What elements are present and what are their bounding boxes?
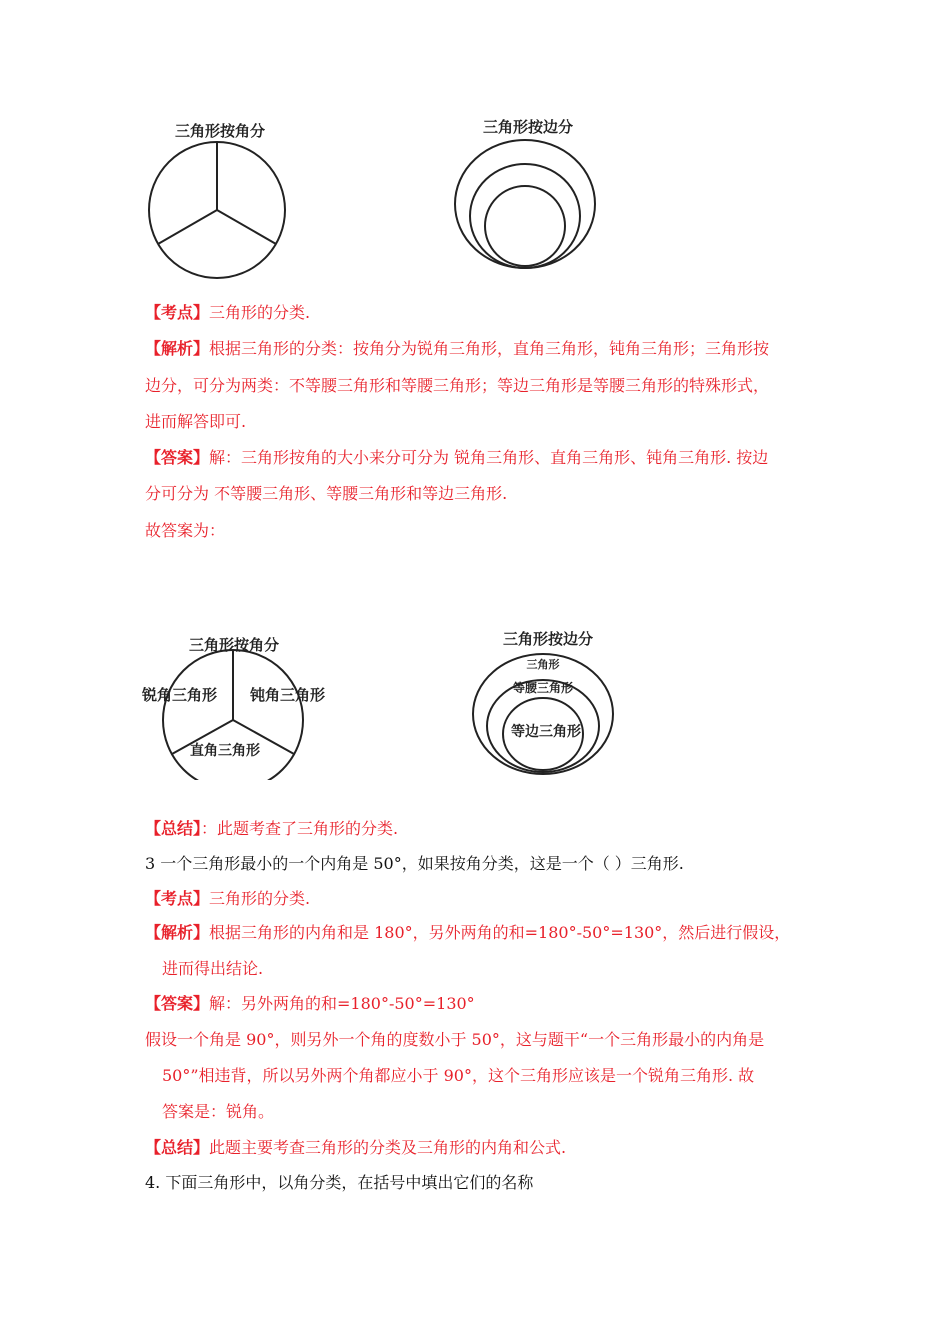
q3-question: 3 一个三角形最小的一个内角是 50°，如果按角分类，这是一个（ ）三角形.: [145, 854, 684, 873]
label-equilateral: 等边三角形: [511, 724, 581, 740]
q2-therefore: 故答案为：: [145, 521, 226, 540]
q2-daan-line1: 【答案】解：三角形按角的大小来分可分为 锐角三角形、直角三角形、钝角三角形. 按边: [145, 448, 769, 467]
figure-side-answer: [468, 626, 628, 780]
figure-title: 三角形按边分: [482, 118, 574, 136]
q3-kaodian: 【考点】三角形的分类.: [145, 889, 311, 908]
q3-zongjie: 【总结】此题主要考查三角形的分类及三角形的内角和公式.: [145, 1138, 567, 1157]
q3-daan-line4: 答案是：锐角。: [162, 1102, 275, 1121]
figure-title: 三角形按边分: [502, 630, 594, 648]
figure-title: 三角形按角分: [188, 636, 280, 654]
q2-kaodian: 【考点】三角形的分类.: [145, 303, 311, 322]
q4-question: 4. 下面三角形中，以角分类，在括号中填出它们的名称: [145, 1173, 534, 1192]
label-triangle: 三角形: [526, 658, 560, 671]
q3-jiexi-line2: 进而得出结论.: [162, 959, 264, 978]
label-acute: 锐角三角形: [142, 686, 218, 704]
label-isosceles: 等腰三角形: [512, 681, 574, 695]
q2-daan-line2: 分可分为 不等腰三角形、等腰三角形和等边三角形.: [145, 484, 508, 503]
q2-jiexi-line3: 进而解答即可.: [145, 412, 247, 431]
q3-jiexi-line1: 【解析】根据三角形的内角和是 180°，另外两角的和=180°-50°=130°，然后进行假设，: [145, 923, 791, 942]
figure-title: 三角形按角分: [174, 122, 266, 140]
q2-zongjie: 【总结】：此题考查了三角形的分类.: [145, 819, 399, 838]
q2-jiexi-line1: 【解析】根据三角形的分类：按角分为锐角三角形，直角三角形，钝角三角形；三角形按: [145, 339, 770, 358]
figure-angle-answer: [138, 630, 368, 784]
q3-daan-line3: 50°”相违背，所以另外两个角都应小于 90°，这个三角形应该是一个锐角三角形. 故: [162, 1066, 755, 1085]
label-obtuse: 钝角三角形: [250, 686, 326, 704]
label-right: 直角三角形: [190, 743, 260, 759]
q3-daan-line1: 【答案】解：另外两角的和=180°-50°=130°: [145, 994, 475, 1013]
figure-side-empty: [448, 110, 608, 279]
q2-jiexi-line2: 边分，可分为两类：不等腰三角形和等腰三角形；等边三角形是等腰三角形的特殊形式，: [145, 376, 770, 395]
q3-daan-line2: 假设一个角是 90°，则另外一个角的度数小于 50°，这与题干“一个三角形最小的内角是: [145, 1030, 765, 1049]
figure-angle-empty: [140, 112, 300, 286]
